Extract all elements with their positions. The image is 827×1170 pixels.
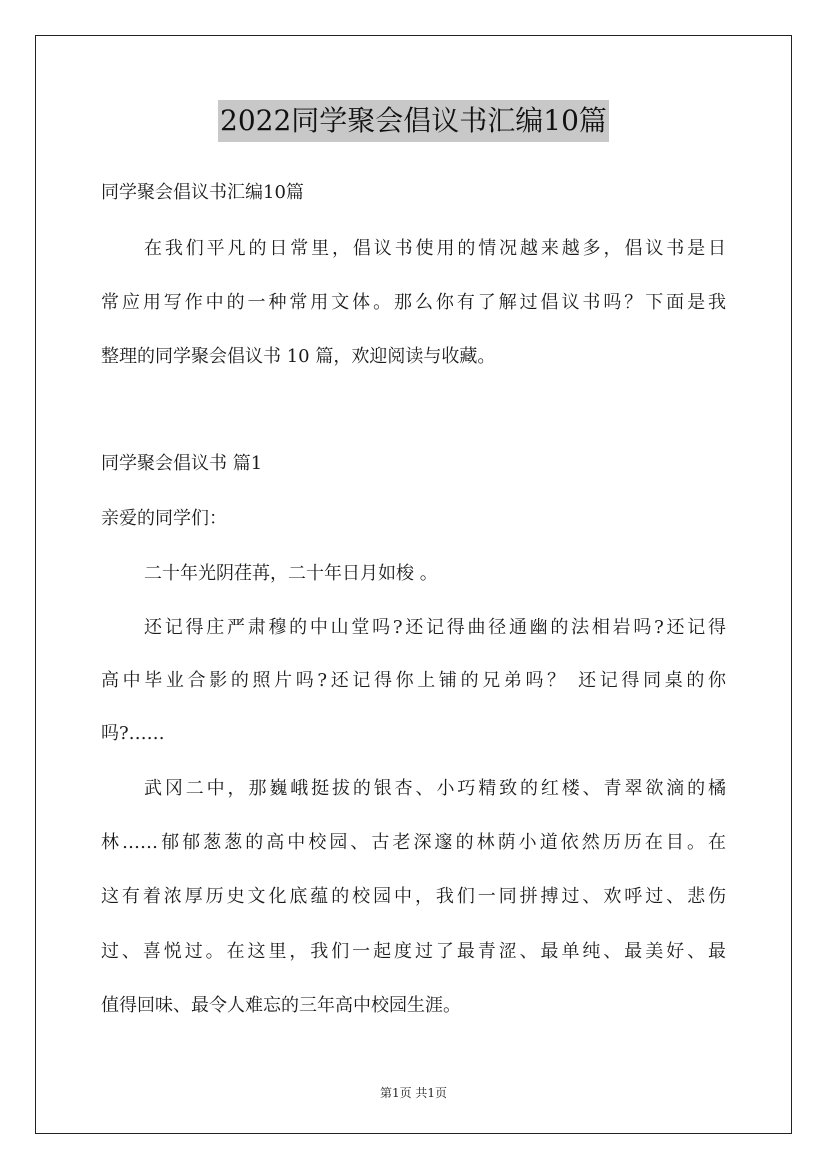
paragraph-1: 二十年光阴荏苒，二十年日月如梭 。 <box>144 563 438 584</box>
document-subtitle: 同学聚会倡议书汇编10篇 <box>101 182 304 203</box>
salutation: 亲爱的同学们： <box>101 508 227 529</box>
paragraph-3-line: 武冈二中，那巍峨挺拔的银杏、小巧精致的红楼、青翠欲滴的橘 <box>144 778 726 799</box>
intro-line: 在我们平凡的日常里，倡议书使用的情况越来越多，倡议书是日 <box>144 238 726 259</box>
paragraph-3-line: 值得回味、最令人难忘的三年高中校园生涯。 <box>101 995 461 1016</box>
paragraph-3-line: 过、喜悦过。在这里，我们一起度过了最青涩、最单纯、最美好、最 <box>101 941 726 962</box>
paragraph-2-line: 高中毕业合影的照片吗?还记得你上铺的兄弟吗？ 还记得同桌的你 <box>101 670 726 691</box>
intro-line: 整理的同学聚会倡议书 10 篇，欢迎阅读与收藏。 <box>101 346 496 367</box>
title-container <box>0 100 827 142</box>
paragraph-2-line: 吗?…… <box>101 723 165 744</box>
paragraph-3-line: 林……郁郁葱葱的高中校园、古老深邃的林荫小道依然历历在目。在 <box>101 832 726 853</box>
document-title: 2022同学聚会倡议书汇编10篇 <box>218 100 609 142</box>
paragraph-2-line: 还记得庄严肃穆的中山堂吗?还记得曲径通幽的法相岩吗?还记得 <box>144 617 726 638</box>
intro-line: 常应用写作中的一种常用文体。那么你有了解过倡议书吗？下面是我 <box>101 292 726 313</box>
paragraph-3-line: 这有着浓厚历史文化底蕴的校园中，我们一同拼搏过、欢呼过、悲伤 <box>101 886 726 907</box>
page-footer: 第1页 共1页 <box>379 1086 448 1100</box>
section-heading: 同学聚会倡议书 篇1 <box>101 453 263 474</box>
